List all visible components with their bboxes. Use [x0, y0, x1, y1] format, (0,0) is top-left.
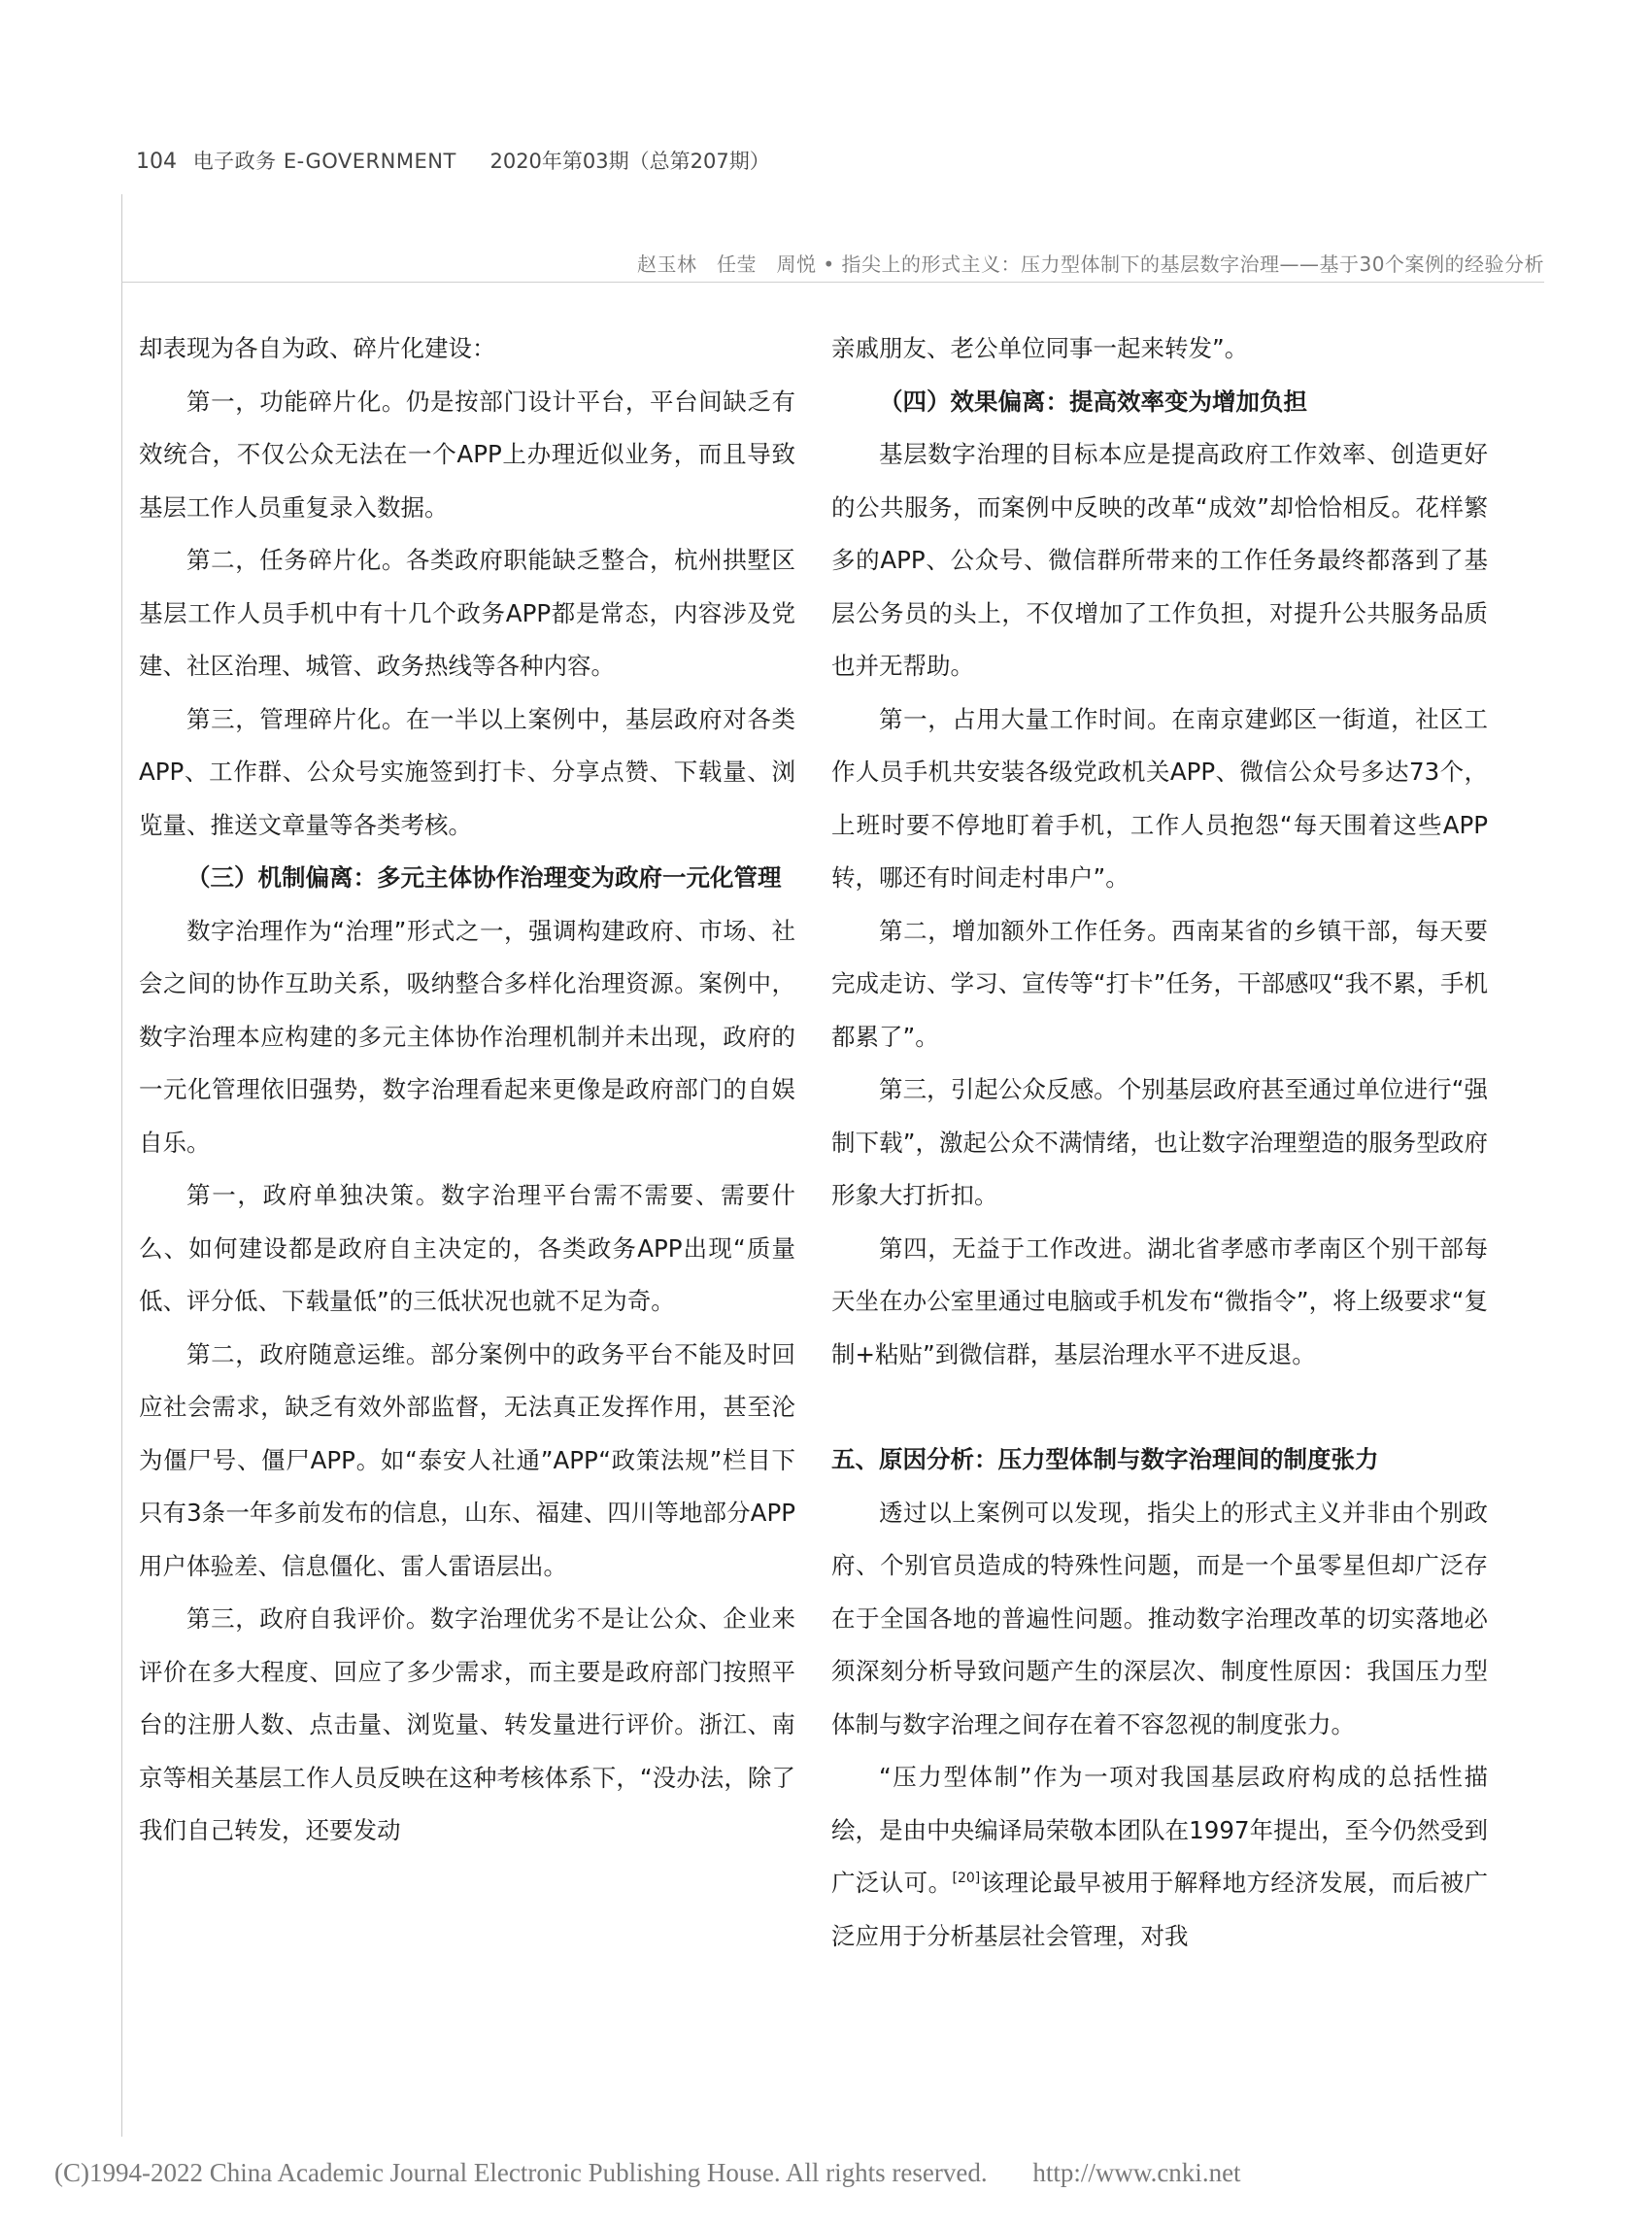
paragraph: 第三，引起公众反感。个别基层政府甚至通过单位进行“强制下载”，激起公众不满情绪，也让数字治理塑造的服务型政府形象大打折扣。 — [831, 1075, 1488, 1209]
paragraph: 数字治理作为“治理”形式之一，强调构建政府、市场、社会之间的协作互助关系，吸纳整合多样化治理资源。案例中，数字治理本应构建的多元主体协作治理机制并未出现，政府的一元化管理依旧强势，数字治理看起来更像是政府部门的自娱自乐。 — [139, 916, 795, 1157]
copyright-footer — [54, 2158, 1241, 2188]
paragraph: 第一，占用大量工作时间。在南京建邺区一街道，社区工作人员手机共安装各级党政机关APP、微信公众号多达73个，上班时要不停地盯着手机，工作人员抱怨“每天围着这些APP转，哪还有时间走村串户”。 — [831, 704, 1488, 892]
paragraph: 基层数字治理的目标本应是提高政府工作效率、创造更好的公共服务，而案例中反映的改革“成效”却恰恰相反。花样繁多的APP、公众号、微信群所带来的工作任务最终都落到了基层公务员的头上，不仅增加了工作负担，对提升公共服务品质也并无帮助。 — [831, 440, 1488, 680]
paragraph: 第二，任务碎片化。各类政府职能缺乏整合，杭州拱墅区基层工作人员手机中有十几个政务APP都是常态，内容涉及党建、社区治理、城管、政务热线等各种内容。 — [139, 546, 795, 680]
paragraph-text: “压力型体制”作为一项对我国基层政府构成的总括性描绘，是由中央编译局荣敬本团队在1997年提出，至今仍然受到广泛认可。 — [831, 1763, 1488, 1897]
paragraph — [831, 1751, 1488, 1963]
page-number: 104 — [136, 150, 177, 174]
paragraph: 第一，政府单独决策。数字治理平台需不需要、需要什么、如何建设都是政府自主决定的，各类政务APP出现“质量低、评分低、下载量低”的三低状况也就不足为奇。 — [139, 1181, 795, 1315]
section-heading: （三）机制偏离：多元主体协作治理变为政府一元化管理 — [186, 863, 782, 892]
copyright-text: (C)1994-2022 China Academic Journal Electronic Publishing House. All rights reserved. — [54, 2158, 988, 2187]
running-header — [136, 146, 770, 175]
paragraph: 第三，管理碎片化。在一半以上案例中，基层政府对各类APP、工作群、公众号实施签到打卡、分享点赞、下载量、浏览量、推送文章量等各类考核。 — [139, 704, 795, 839]
issue-info: 2020年第03期（总第207期） — [489, 150, 770, 173]
paragraph: 亲戚朋友、老公单位同事一起来转发”。 — [831, 334, 1249, 362]
paragraph: 透过以上案例可以发现，指尖上的形式主义并非由个别政府、个别官员造成的特殊性问题，而是一个虽零星但却广泛存在于全国各地的普遍性问题。推动数字治理改革的切实落地必须深刻分析导致问题产生的深层次、制度性原因：我国压力型体制与数字治理之间存在着不容忽视的制度张力。 — [831, 1498, 1488, 1738]
cnki-link[interactable]: http://www.cnki.net — [1032, 2158, 1241, 2187]
paragraph: 第三，政府自我评价。数字治理优劣不是让公众、企业来评价在多大程度、回应了多少需求，而主要是政府部门按照平台的注册人数、点击量、浏览量、转发量进行评价。浙江、南京等相关基层工作人员反映在这种考核体系下，“没办法，除了我们自己转发，还要发动 — [139, 1604, 795, 1844]
chapter-heading: 五、原因分析：压力型体制与数字治理间的制度张力 — [831, 1445, 1379, 1473]
section-gap — [831, 1381, 1488, 1433]
paragraph: 却表现为各自为政、碎片化建设： — [139, 334, 496, 362]
left-column — [139, 322, 795, 1858]
paragraph-text: 该理论最早被用于解释地方经济发展，而后被广泛应用于分析基层社会管理，对我 — [831, 1869, 1489, 1950]
margin-rule — [121, 194, 122, 2137]
paragraph: 第四，无益于工作改进。湖北省孝感市孝南区个别干部每天坐在办公室里通过电脑或手机发布“微指令”，将上级要求“复制+粘贴”到微信群，基层治理水平不进反退。 — [831, 1233, 1488, 1368]
journal-name: 电子政务 E-GOVERNMENT — [192, 150, 456, 173]
right-column — [831, 322, 1488, 1963]
article-running-title: 赵玉林 任莹 周悦 • 指尖上的形式主义：压力型体制下的基层数字治理——基于30个案例的经验分析 — [637, 253, 1544, 276]
citation-reference[interactable]: [20] — [952, 1870, 981, 1886]
section-heading: （四）效果偏离：提高效率变为增加负担 — [879, 387, 1307, 416]
paragraph: 第二，政府随意运维。部分案例中的政务平台不能及时回应社会需求，缺乏有效外部监督，无法真正发挥作用，甚至沦为僵尸号、僵尸APP。如“泰安人社通”APP“政策法规”栏目下只有3条一年多前发布的信息，山东、福建、四川等地部分APP用户体验差、信息僵化、雷人雷语层出。 — [139, 1339, 795, 1580]
header-divider — [121, 282, 1544, 283]
paragraph: 第二，增加额外工作任务。西南某省的乡镇干部，每天要完成走访、学习、宣传等“打卡”任务，干部感叹“我不累，手机都累了”。 — [831, 916, 1488, 1051]
paragraph: 第一，功能碎片化。仍是按部门设计平台，平台间缺乏有效统合，不仅公众无法在一个APP上办理近似业务，而且导致基层工作人员重复录入数据。 — [139, 387, 795, 522]
